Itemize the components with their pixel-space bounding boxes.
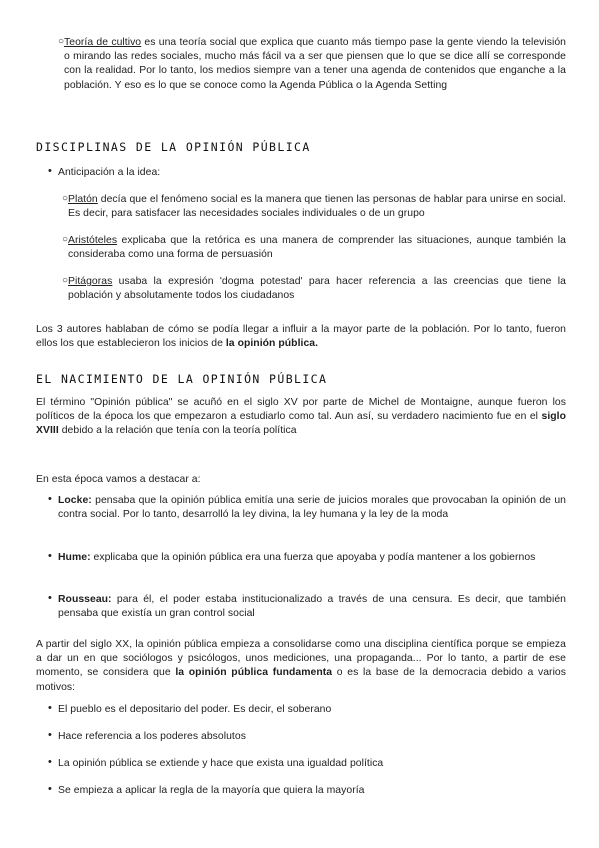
reason-item-3 [48, 757, 566, 771]
thinker-name-rousseau: Rousseau: [58, 594, 112, 605]
hollow-bullet-icon: ○ [58, 36, 65, 47]
reason-item-1 [48, 703, 566, 717]
section1-closing-paragraph: Los 3 autores hablaban de cómo se podía llegar a influir a la mayor parte de la población. Por lo tanto, fueron ellos los que establecieron los inicios de la opinión pública. [36, 324, 566, 350]
author-name-aristoteles: Aristóteles [68, 235, 118, 246]
anticipation-label: Anticipación a la idea: [58, 167, 161, 178]
thinker-text-locke: Locke: pensaba que la opinión pública emitía una serie de juicios morales que provocaban la opinión de un contra social. Por lo tanto, desarrolló la ley divina, la ley humana y la ley de la moda [58, 495, 566, 521]
reason-text: El pueblo es el depositario del poder. Es decir, el soberano [58, 704, 332, 715]
hollow-bullet-icon: ○ [62, 193, 69, 204]
author-name-pitagoras: Pitágoras [68, 276, 113, 287]
thinker-item-hume [48, 551, 566, 565]
author-item-aristoteles [62, 234, 566, 262]
section-heading-birth: EL NACIMIENTO DE LA OPINIÓN PÚBLICA [36, 372, 328, 386]
author-text-aristoteles: Aristóteles explicaba que la retórica es una manera de comprender las situaciones, aunque también la consideraba como una forma de persuasión [68, 235, 566, 261]
thinker-text-rousseau: Rousseau: para él, el poder estaba institucionalizado a través de una censura. Es decir, que también pensaba que existía un gran control social [58, 594, 566, 620]
cultivation-theory-text: Teoría de cultivo es una teoría social que explica que cuanto más tiempo pase la gente viendo la televisión o mirando las redes sociales, mucho más fácil va a ser que piensen que lo que se dice allí se corresponde con la realidad. Por lo tanto, los medios siempre van a tener una agenda de contenidos que enganche a la población. Y eso es lo que se conoce como la Agenda Pública o la Agenda Setting [64, 37, 567, 91]
reason-text: Hace referencia a los poderes absolutos [58, 731, 246, 742]
reason-text: La opinión pública se extiende y hace que exista una igualdad política [58, 758, 384, 769]
bold-phrase: la opinión pública fundamenta [175, 667, 333, 679]
hollow-bullet-icon: ○ [62, 234, 69, 245]
hollow-bullet-icon: ○ [62, 275, 69, 286]
thinker-name-hume: Hume: [58, 552, 91, 563]
anticipation-bullet [48, 166, 548, 180]
section2-intro-paragraph: El término "Opinión pública" se acuñó en el siglo XV por parte de Michel de Montaigne, aunque fueron los políticos de la época los que empezaron a estudiarlo como tal. Aun así, su verdadero nacimiento fue en el siglo XVIII debido a la relación que tenía con la teoría política [36, 397, 566, 437]
thinker-item-locke [48, 494, 566, 522]
author-item-pitagoras [62, 275, 566, 303]
bullet-icon: • [48, 729, 52, 741]
bullet-icon: • [48, 756, 52, 768]
section2-paragraph-2: A partir del siglo XX, la opinión pública empieza a consolidarse como una disciplina científica porque se empieza a dar un en que sociólogos y psicólogos, unos mediciones, una propaganda... Por lo tanto, a partir de ese momento, se considera que la opinión pública fundamenta o es la base de la democracia debido a varios motivos: [36, 639, 567, 693]
section-heading-disciplines: DISCIPLINAS DE LA OPINIÓN PÚBLICA [36, 140, 311, 154]
thinker-name-locke: Locke: [58, 495, 92, 506]
bold-phrase: la opinión pública. [225, 338, 319, 350]
bullet-icon: • [48, 702, 52, 714]
cultivation-theory-item [58, 36, 566, 93]
cultivation-theory-term: Teoría de cultivo [64, 37, 142, 48]
author-name-platon: Platón [68, 194, 98, 205]
thinker-item-rousseau [48, 593, 566, 621]
thinker-text-hume: Hume: explicaba que la opinión pública era una fuerza que apoyaba y podía mantener a los gobiernos [58, 552, 536, 563]
section2-lead: En esta época vamos a destacar a: [36, 474, 201, 485]
bullet-icon: • [48, 165, 52, 177]
bold-phrase: siglo XVIII [36, 411, 566, 437]
author-item-platon [62, 193, 566, 221]
bullet-icon: • [48, 592, 52, 604]
bullet-icon: • [48, 493, 52, 505]
author-text-pitagoras: Pitágoras usaba la expresión 'dogma potestad' para hacer referencia a las creencias que tiene la población y absolutamente todos los ciudadanos [68, 276, 566, 302]
reason-text: Se empieza a aplicar la regla de la mayoría que quiera la mayoría [58, 785, 365, 796]
bullet-icon: • [48, 783, 52, 795]
bullet-icon: • [48, 550, 52, 562]
author-text-platon: Platón decía que el fenómeno social es la manera que tienen las personas de hablar para unirse en social. Es decir, para satisfacer las necesidades sociales individuales o de un grupo [68, 194, 566, 220]
reason-item-2 [48, 730, 566, 744]
reason-item-4 [48, 784, 566, 798]
